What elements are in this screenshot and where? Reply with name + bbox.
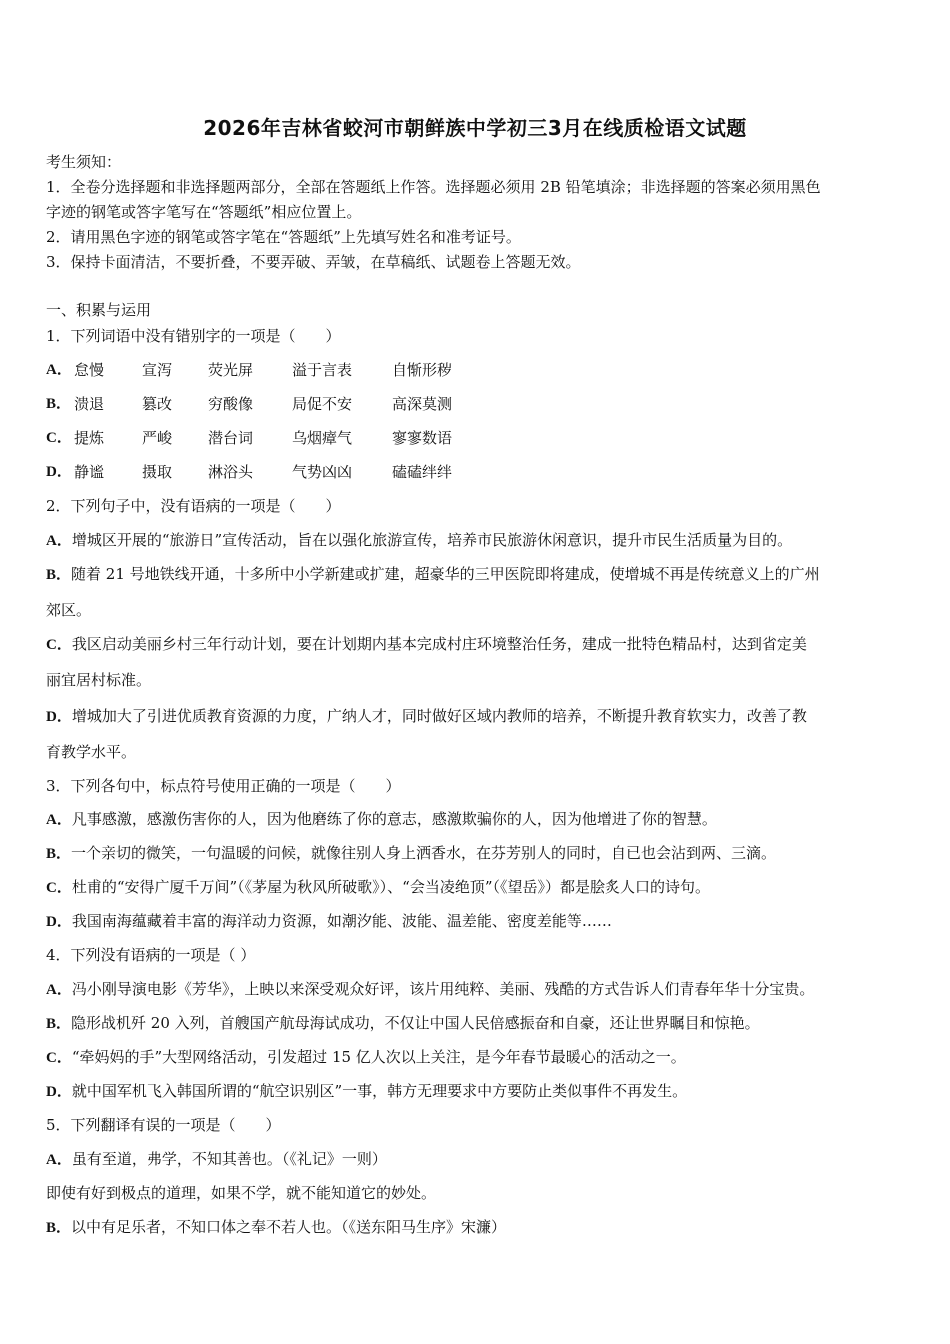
option-word: 宣泻 — [142, 361, 173, 379]
option-label: C． — [46, 1050, 72, 1066]
option-word: 严峻 — [142, 429, 173, 447]
notice-item-2: 2．请用黑色字迹的钢笔或答字笔在“答题纸”上先填写姓名和准考证号。 — [46, 228, 521, 246]
option-label: C． — [46, 880, 72, 896]
option-label: A． — [46, 1152, 72, 1168]
option-label: A． — [46, 362, 72, 378]
question-3-option-c — [46, 877, 710, 898]
option-text: 以中有足乐者，不知口体之奉不若人也。（《送东阳马生序》宋濂） — [71, 1218, 507, 1236]
option-word: 穷酸像 — [208, 395, 254, 413]
option-label: A． — [46, 812, 72, 828]
notice-item-3: 3．保持卡面清洁，不要折叠，不要弄破、弄皱，在草稿纸、试题卷上答题无效。 — [46, 253, 581, 271]
question-2-option-a — [46, 530, 792, 551]
section-heading: 一、积累与运用 — [46, 301, 152, 319]
question-5-stem: 5．下列翻译有误的一项是（ ） — [46, 1116, 281, 1134]
question-3-stem: 3．下列各句中，标点符号使用正确的一项是（ ） — [46, 777, 401, 795]
question-4-option-c — [46, 1047, 686, 1068]
option-word: 高深莫测 — [392, 395, 453, 413]
option-text: 一个亲切的微笑，一句温暖的问候，就像往别人身上洒香水，在芬芳别人的同时，自已也会沾到两、三滴。 — [71, 844, 777, 862]
option-text: 隐形战机歼 20 入列，首艘国产航母海试成功，不仅让中国人民倍感振奋和自豪，还让世界瞩目和惊艳。 — [71, 1014, 760, 1032]
option-label: A． — [46, 982, 72, 998]
option-word: 乌烟瘴气 — [292, 429, 353, 447]
option-label: B． — [46, 1016, 72, 1032]
option-word: 溃退 — [74, 395, 105, 413]
option-word: 摄取 — [142, 463, 173, 481]
question-5-option-a-translation: 即使有好到极点的道理，如果不学，就不能知道它的妙处。 — [46, 1184, 437, 1202]
option-text: 我区启动美丽乡村三年行动计划，要在计划期内基本完成村庄环境整治任务，建成一批特色精品村，达到省定美 — [71, 635, 807, 653]
option-word: 自惭形秽 — [392, 361, 453, 379]
question-5-option-a — [46, 1149, 387, 1170]
notice-heading: 考生须知： — [46, 153, 122, 171]
option-text: 增城区开展的“旅游日”宣传活动，旨在以强化旅游宣传，培养市民旅游休闲意识，提升市民生活质量为目的。 — [71, 531, 793, 549]
question-2-option-d-cont: 育教学水平。 — [46, 743, 137, 761]
option-word: 荧光屏 — [208, 361, 254, 379]
option-word: 局促不安 — [292, 395, 353, 413]
option-label: C． — [46, 637, 72, 653]
question-1-stem: 1．下列词语中没有错别字的一项是（ ） — [46, 327, 341, 345]
option-word: 篡改 — [142, 395, 173, 413]
question-3-option-d — [46, 911, 612, 932]
question-3-option-a — [46, 809, 717, 830]
option-label: D． — [46, 914, 72, 930]
option-text: 凡事感激，感激伤害你的人，因为他磨练了你的意志，感激欺骗你的人，因为他增进了你的智慧。 — [71, 810, 717, 828]
option-label: B． — [46, 846, 72, 862]
option-text: 杜甫的“安得广厦千万间”（《茅屋为秋风所破歌》）、“会当凌绝顶”（《望岳》）都是脍炙人口的诗句。 — [71, 878, 711, 896]
option-label: C． — [46, 430, 72, 446]
question-4-option-a — [46, 979, 814, 1000]
option-text: 我国南海蕴藏着丰富的海洋动力资源，如潮汐能、波能、温差能、密度差能等…… — [71, 912, 612, 930]
option-text: 就中国军机飞入韩国所谓的“航空识别区”一事，韩方无理要求中方要防止类似事件不再发生。 — [71, 1082, 688, 1100]
option-word: 气势凶凶 — [292, 463, 353, 481]
option-word: 淋浴头 — [208, 463, 254, 481]
question-2-option-c-cont: 丽宜居村标准。 — [46, 671, 152, 689]
notice-item-1-cont: 字迹的钢笔或答字笔写在“答题纸”相应位置上。 — [46, 203, 362, 221]
option-word: 静谧 — [74, 463, 105, 481]
question-4-option-d — [46, 1081, 687, 1102]
option-label: B． — [46, 1220, 72, 1236]
option-label: B． — [46, 396, 72, 412]
option-word: 怠慢 — [74, 361, 105, 379]
option-label: B． — [46, 567, 72, 583]
option-text: 增城加大了引进优质教育资源的力度，广纳人才，同时做好区域内教师的培养，不断提升教育软实力，改善了教 — [71, 707, 807, 725]
option-label: D． — [46, 464, 72, 480]
option-word: 磕磕绊绊 — [392, 463, 453, 481]
question-2-stem: 2．下列句子中，没有语病的一项是（ ） — [46, 497, 341, 515]
option-label: D． — [46, 709, 72, 725]
option-text: 虽有至道，弗学，不知其善也。（《礼记》一则） — [71, 1150, 387, 1168]
question-4-stem: 4．下列没有语病的一项是（ ） — [46, 946, 256, 964]
option-text: “牵妈妈的手”大型网络活动，引发超过 15 亿人次以上关注，是今年春节最暖心的活动之一。 — [71, 1048, 686, 1066]
question-2-option-c — [46, 634, 807, 655]
option-label: A． — [46, 533, 72, 549]
question-3-option-b — [46, 843, 776, 864]
option-word: 提炼 — [74, 429, 105, 447]
question-2-option-b — [46, 564, 820, 585]
option-text: 冯小刚导演电影《芳华》，上映以来深受观众好评，该片用纯粹、美丽、残酷的方式告诉人们青春年华十分宝贵。 — [71, 980, 815, 998]
option-word: 潜台词 — [208, 429, 254, 447]
page-title: 2026年吉林省蛟河市朝鲜族中学初三3月在线质检语文试题 — [203, 116, 747, 140]
option-word: 溢于言表 — [292, 361, 353, 379]
question-4-option-b — [46, 1013, 760, 1034]
question-5-option-b — [46, 1217, 506, 1238]
option-label: D． — [46, 1084, 72, 1100]
notice-item-1: 1．全卷分选择题和非选择题两部分，全部在答题纸上作答。选择题必须用 2B 铅笔填涂；非选择题的答案必须用黑色 — [46, 178, 821, 196]
question-2-option-b-cont: 郊区。 — [46, 601, 92, 619]
option-text: 随着 21 号地铁线开通，十多所中小学新建或扩建，超豪华的三甲医院即将建成，使增城不再是传统意义上的广州 — [71, 565, 820, 583]
question-2-option-d — [46, 706, 807, 727]
option-word: 寥寥数语 — [392, 429, 453, 447]
